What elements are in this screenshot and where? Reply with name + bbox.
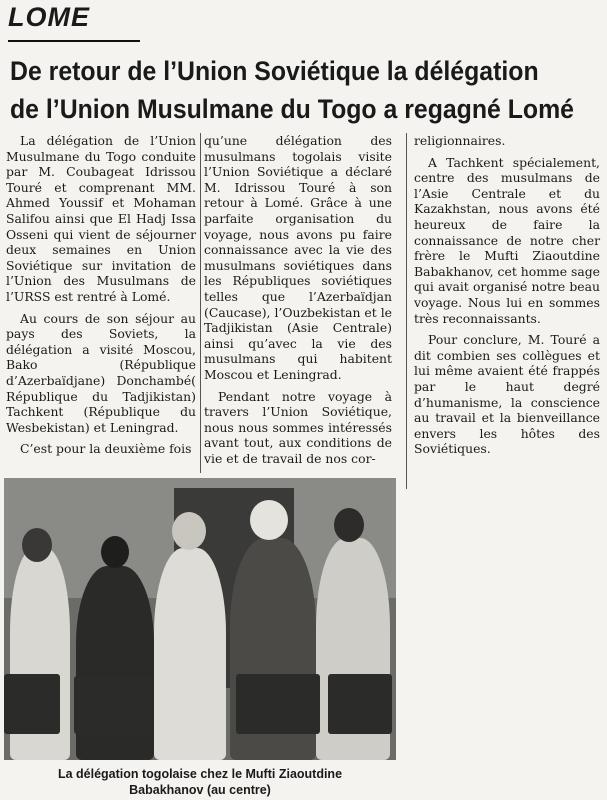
section-kicker: LOME	[8, 2, 90, 32]
photo-caption-line-1: La délégation togolaise chez le Mufti Ziaoutdine	[57, 767, 343, 781]
paragraph: La délégation de l’Union Musulmane du Togo conduite par M. Coubageat Idrissou Touré et comprenant MM. Ahmed Youssif et Mohaman Salifou ainsi que El Hadj Issa Osseni qui vient de séjourner deux semaines en Union Soviétique sur invitation de l’Union des Musulmans de l’URSS est rentré à Lomé.	[6, 133, 196, 304]
chair	[74, 676, 152, 734]
headline	[10, 52, 575, 128]
headline-line-2: de l’Union Musulmane du Togo a regagné Lomé	[10, 94, 575, 124]
photo-caption	[4, 766, 396, 798]
chair	[4, 674, 60, 734]
article-column-2	[204, 133, 392, 472]
paragraph: C’est pour la deuxième fois	[20, 441, 192, 457]
paragraph: religionnaires.	[414, 133, 506, 148]
paragraph: Pendant notre voyage à travers l’Union Soviétique, nous nous sommes intéressés avant tout, aux conditions de vie et de travail de nos cor-	[204, 388, 392, 466]
article-column-1	[6, 133, 196, 463]
paragraph: qu’une délégation des musulmans togolais visite l’Union Soviétique a déclaré M. Idrissou Touré à son retour à Lomé. Grâce à une parfaite organisation du voyage, nous avons pu faire connaissance avec la vie des musulmans soviétiques dans les Républiques soviétiques telles que l’Azerbaïdjan (Caucase), l’Ouzbekistan et le Tadjikistan (Asie Centrale) ainsi qu’avec la vie des musulmans qui habitent Moscou et Leningrad.	[204, 133, 392, 382]
photo-caption-line-2: Babakhanov (au centre)	[129, 783, 271, 797]
person-head	[101, 536, 129, 568]
paragraph: Au cours de son séjour au pays des Soviets, la délégation a visité Moscou, Bako (République d’Azerbaïdjane) Donchambé( République du Tadjikistan) Tachkent (République du Wesbekistan) et Leningrad.	[6, 310, 196, 435]
column-divider	[200, 133, 201, 473]
paragraph: A Tachkent spécialement, centre des musulmans de l’Asie Centrale et du Kazakhstan, nous avons été heureux de faire la connaissance de notre cher frère le Mufti Ziaoutdine Babakhanov, cet homme sage qui avait organisé notre beau voyage. Nous lui en sommes très reconnaissants.	[414, 154, 600, 326]
chair	[328, 674, 392, 734]
person-head	[334, 508, 364, 542]
person-head	[250, 500, 288, 540]
kicker-rule	[8, 40, 140, 42]
headline-line-1: De retour de l’Union Soviétique la délégation	[10, 56, 539, 86]
person-head	[22, 528, 52, 562]
chair	[236, 674, 320, 734]
article-column-3	[414, 133, 600, 463]
paragraph: Pour conclure, M. Touré a dit combien ses collègues et lui même avaient été frappés par le haut degré d’humanisme, la conscience au travail et la bienveillance envers les hôtes des Soviétiques.	[414, 332, 600, 457]
person-figure	[154, 548, 226, 760]
person-head	[172, 512, 206, 550]
column-divider	[406, 133, 407, 489]
delegation-photo	[4, 478, 396, 760]
